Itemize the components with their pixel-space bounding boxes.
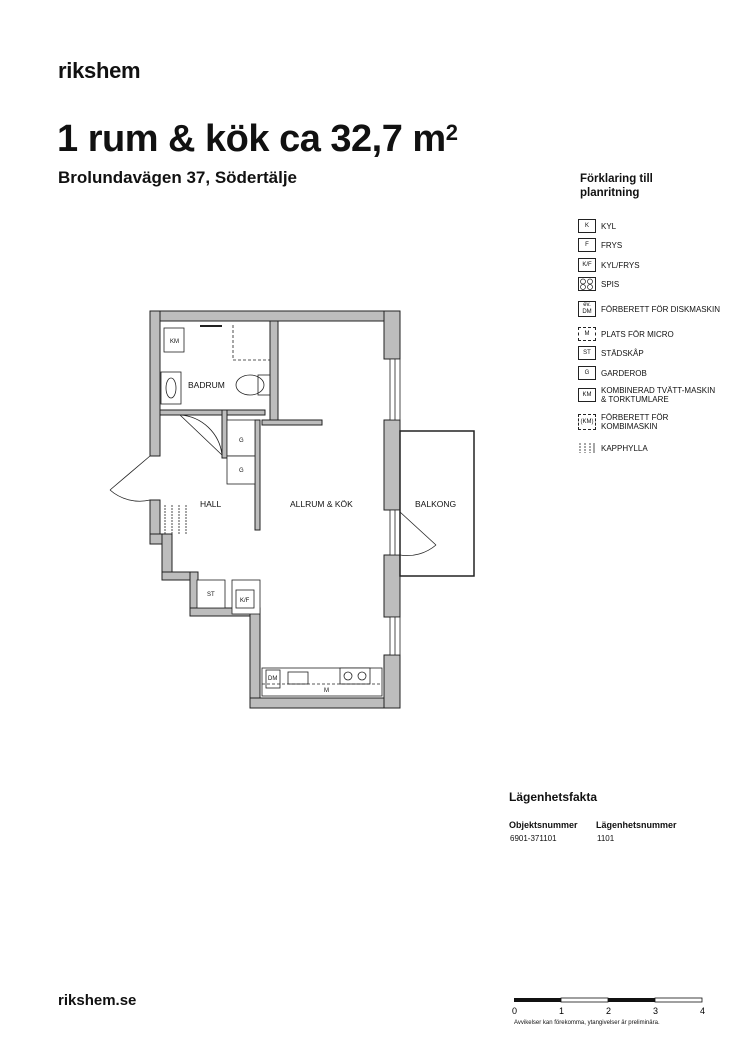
stove-icon-graphic <box>579 278 595 290</box>
legend-item-spis <box>578 277 721 291</box>
legend-label-kyl: KYL <box>601 221 617 231</box>
plan-walls <box>150 311 400 708</box>
legend-code-km: KM <box>578 388 596 402</box>
fixture-label-g2: G <box>239 468 244 474</box>
object-number-value: 6901-371101 <box>510 834 557 843</box>
legend-code-stadskap: ST <box>578 346 596 360</box>
coat-rack-icon-graphic <box>578 442 596 454</box>
fixture-label-km: KM <box>170 339 179 345</box>
title-text: 1 rum & kök ca 32,7 m <box>57 118 446 160</box>
facts-title: Lägenhetsfakta <box>509 790 598 804</box>
scale-segment-4 <box>655 998 702 1002</box>
legend-label-frys: FRYS <box>601 240 623 250</box>
fixture-label-kf: K/F <box>240 598 250 604</box>
scale-tick-2: 2 <box>606 1006 612 1016</box>
legend-item-garderob <box>578 366 721 380</box>
fixture-label-st: ST <box>207 592 215 598</box>
legend-label-micro: PLATS FÖR MICRO <box>601 329 674 339</box>
legend-label-kombi: FÖRBERETT FÖR KOMBIMASKIN <box>601 413 669 431</box>
washbasin <box>161 372 181 404</box>
legend-item-frys <box>578 238 721 252</box>
legend-item-kombi <box>578 413 721 431</box>
scale-segment-1 <box>514 998 561 1002</box>
rikshem-logo: rikshem <box>58 58 141 83</box>
legend-code-micro: M <box>578 327 596 341</box>
legend-code-kyl: K <box>578 219 596 233</box>
apartment-number-label: Lägenhetsnummer <box>596 820 677 830</box>
fixture-label-g1: G <box>239 438 244 444</box>
legend-label-kylfrys: KYL/FRYS <box>601 260 640 270</box>
address: Brolundavägen 37, Södertälje <box>58 168 298 187</box>
legend-item-kyl <box>578 219 721 233</box>
website-link[interactable]: rikshem.se <box>58 992 137 1009</box>
legend-item-km <box>578 386 721 404</box>
legend-item-kapphylla <box>578 441 721 455</box>
legend-code-dm: ev. DM <box>578 301 596 317</box>
scale-tick-4: 4 <box>700 1006 706 1016</box>
coat-rack <box>165 505 186 535</box>
room-label-hall: HALL <box>200 499 222 509</box>
legend-code-garderob: G <box>578 366 596 380</box>
legend-item-dm <box>578 301 721 317</box>
room-label-living-kitchen: ALLRUM & KÖK <box>290 499 353 509</box>
fixture-label-m: M <box>324 688 329 694</box>
legend-item-stadskap <box>578 346 721 360</box>
legend-code-kombi: (KM) <box>578 414 596 430</box>
legend-title: Förklaring till planritning <box>580 173 653 199</box>
scale-tick-3: 3 <box>653 1006 659 1016</box>
coat-rack-icon <box>578 441 596 455</box>
scale-note: Avvikelser kan förekomma, ytangivelser är preliminära. <box>514 1020 660 1026</box>
object-number-label: Objektsnummer <box>509 820 578 830</box>
room-label-bathroom: BADRUM <box>188 380 225 390</box>
legend-label-kapphylla: KAPPHYLLA <box>601 443 648 453</box>
legend-code-kylfrys: K/F <box>578 258 596 272</box>
scale-tick-1: 1 <box>559 1006 565 1016</box>
legend-code-frys: F <box>578 238 596 252</box>
legend-label-km: KOMBINERAD TVÄTT-MASKIN & TORKTUMLARE <box>601 386 716 404</box>
bathroom-fixtures <box>161 325 270 404</box>
toilet <box>236 375 264 395</box>
legend-label-stadskap: STÄDSKÅP <box>601 348 644 358</box>
legend-label-dm: FÖRBERETT FÖR DISKMASKIN <box>601 304 720 314</box>
scale-segment-2 <box>561 998 608 1002</box>
legend-label-spis: SPIS <box>601 279 620 289</box>
apartment-number-value: 1101 <box>597 834 615 843</box>
legend-item-kylfrys <box>578 258 721 272</box>
stove-icon <box>578 277 596 291</box>
storage-fixtures <box>197 420 260 614</box>
scale-tick-0: 0 <box>512 1006 518 1016</box>
title-superscript: 2 <box>445 120 458 145</box>
room-label-balcony: BALKONG <box>415 499 457 509</box>
kitchen-counter <box>262 668 382 696</box>
fixture-label-dm: DM <box>268 676 278 682</box>
legend-label-garderob: GARDEROB <box>601 368 647 378</box>
scale-bar <box>508 994 718 1018</box>
scale-segment-3 <box>608 998 655 1002</box>
legend-item-micro <box>578 327 721 341</box>
